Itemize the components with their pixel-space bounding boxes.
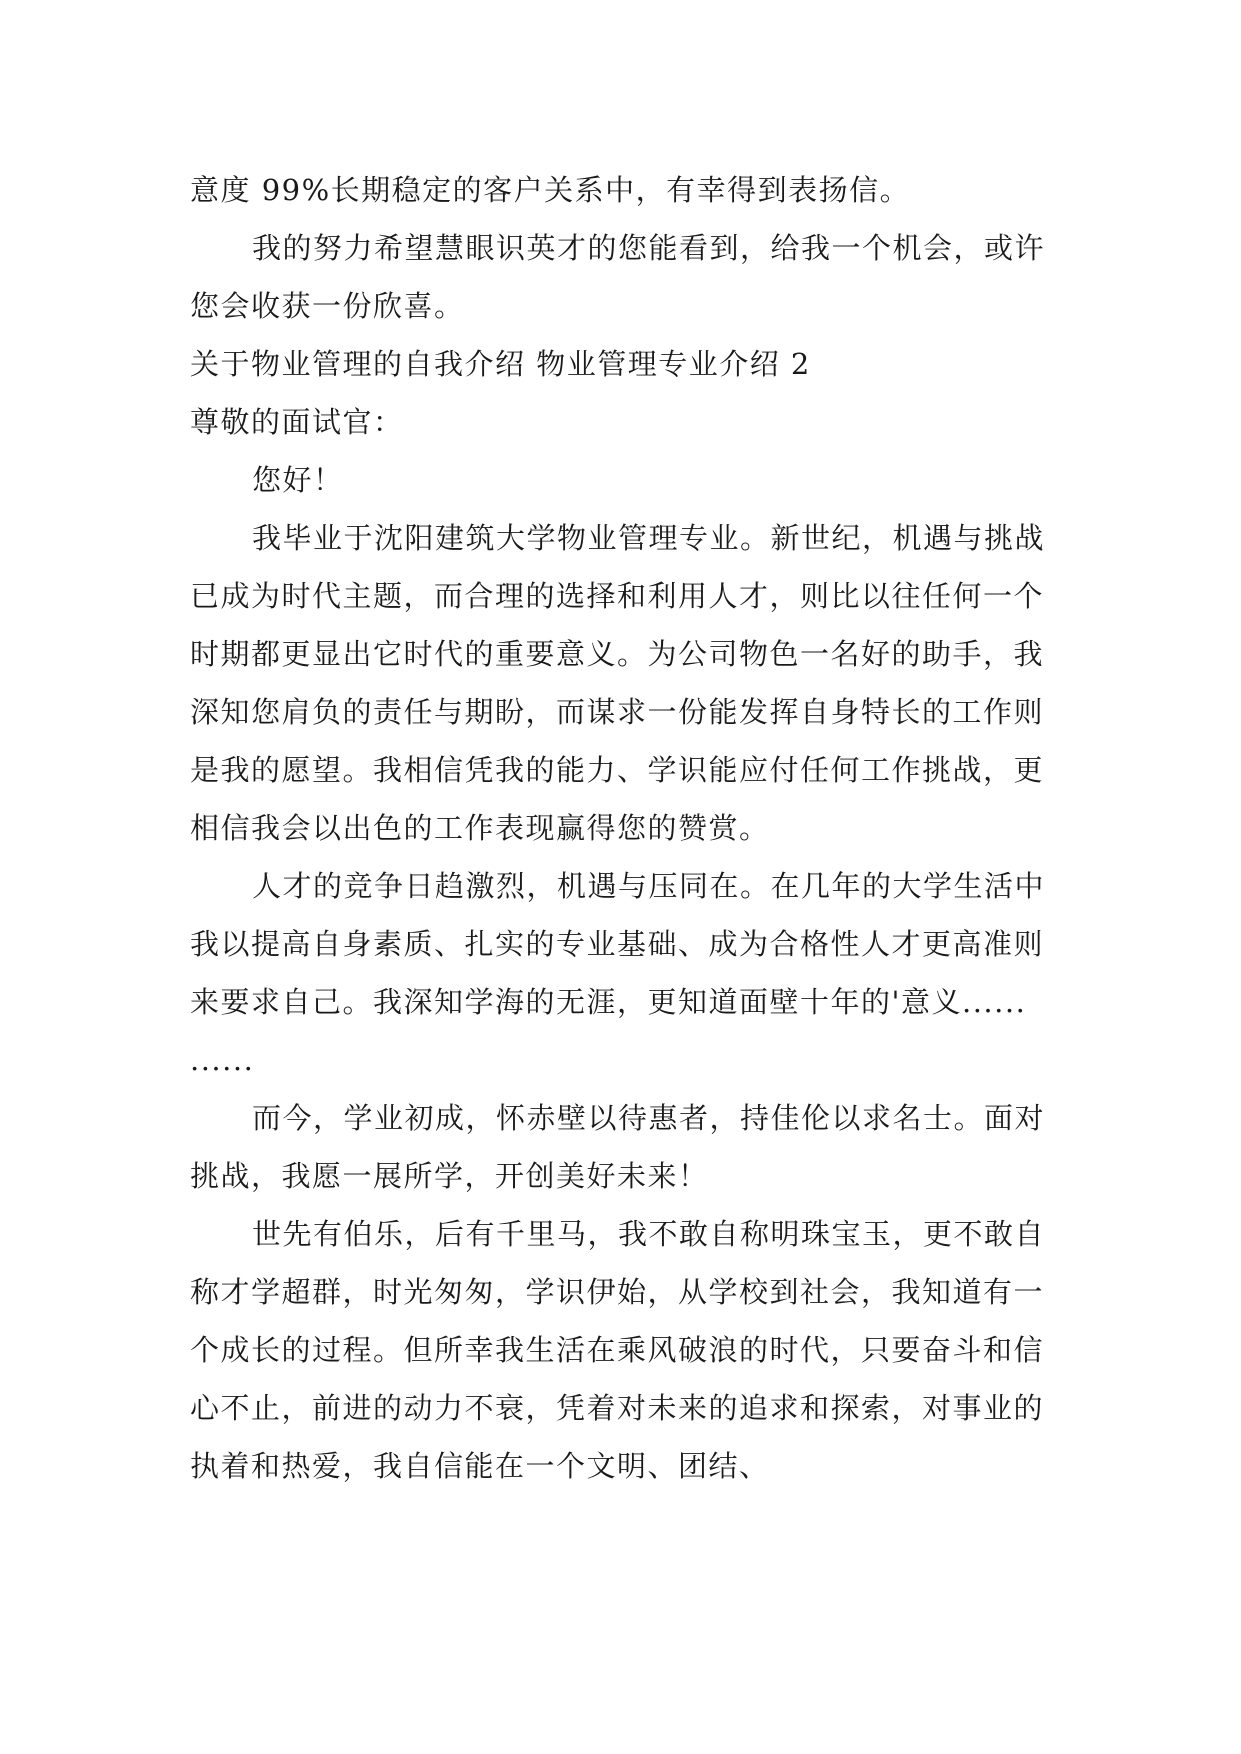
paragraph-competition: 人才的竞争日趋激烈，机遇与压同在。在几年的大学生活中我以提高自身素质、扎实的专业基础、成为合格性人才更高准则来要求自己。我深知学海的无涯，更知道面壁十年的'意义...... ......	[190, 869, 1046, 1077]
paragraph-1: 意度 99%长期稳定的客户关系中，有幸得到表扬信。	[190, 173, 911, 207]
document-body	[190, 161, 1070, 1495]
section-title: 关于物业管理的自我介绍 物业管理专业介绍 2	[190, 347, 811, 381]
paragraph-bole: 世先有伯乐，后有千里马，我不敢自称明珠宝玉，更不敢自称才学超群，时光匆匆，学识伊始，从学校到社会，我知道有一个成长的过程。但所幸我生活在乘风破浪的时代，只要奋斗和信心不止，前进的动力不衰，凭着对未来的追求和探索，对事业的执着和热爱，我自信能在一个文明、团结、	[190, 1217, 1046, 1483]
paragraph-now: 而今，学业初成，怀赤壁以待惠者，持佳伦以求名士。面对挑战，我愿一展所学，开创美好未来！	[190, 1101, 1046, 1193]
greeting: 您好！	[252, 463, 344, 497]
paragraph-intro: 我毕业于沈阳建筑大学物业管理专业。新世纪，机遇与挑战已成为时代主题，而合理的选择和利用人才，则比以往任何一个时期都更显出它时代的重要意义。为公司物色一名好的助手，我深知您肩负的责任与期盼，而谋求一份能发挥自身特长的工作则是我的愿望。我相信凭我的能力、学识能应付任何工作挑战，更相信我会以出色的工作表现赢得您的赞赏。	[190, 521, 1046, 845]
salutation: 尊敬的面试官：	[190, 405, 404, 439]
paragraph-2: 我的努力希望慧眼识英才的您能看到，给我一个机会，或许您会收获一份欣喜。	[190, 231, 1046, 323]
